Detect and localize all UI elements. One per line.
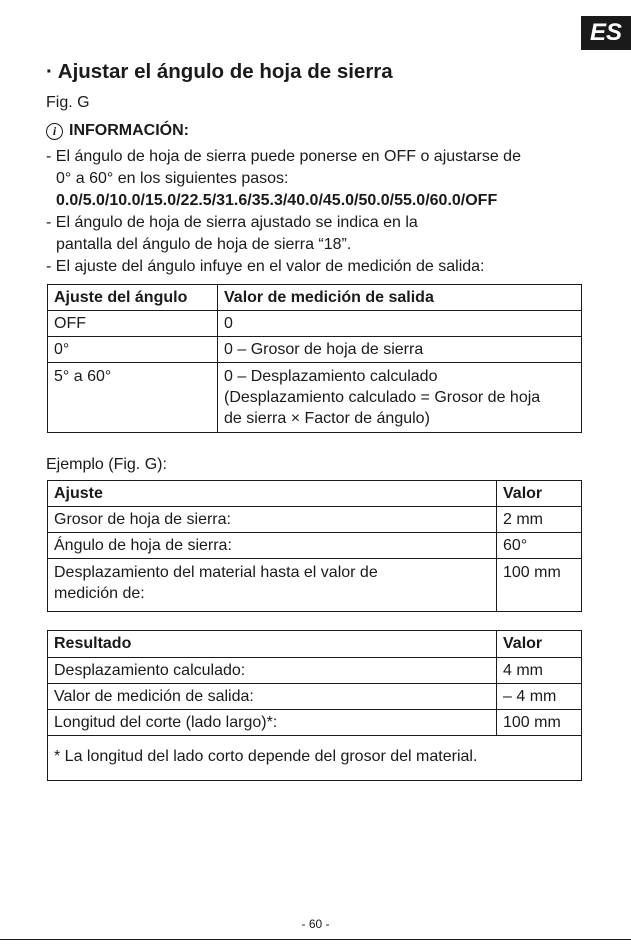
angle-steps: 0.0/5.0/10.0/15.0/22.5/31.6/35.3/40.0/45.0/50.0/55.0/60.0/OFF [56, 192, 498, 209]
table-cell: Grosor de hoja de sierra: [48, 507, 497, 533]
example-settings-table [47, 480, 582, 612]
cell-line: Desplazamiento del material hasta el valor de [54, 564, 378, 581]
table-cell [48, 559, 497, 612]
bullet-1-line-2: 0° a 60° en los siguientes pasos: [56, 170, 289, 187]
cell-line: medición de: [54, 585, 145, 602]
cell-line: 0 – Desplazamiento calculado [224, 368, 438, 385]
table-cell: 100 mm [497, 559, 582, 612]
table-cell: Valor de medición de salida: [48, 684, 497, 710]
bullet-3-line-1: - El ajuste del ángulo infuye en el valor de medición de salida: [46, 258, 485, 275]
table-cell: 0° [48, 337, 218, 363]
example-label: Ejemplo (Fig. G): [46, 456, 167, 473]
table-cell: Ángulo de hoja de sierra: [48, 533, 497, 559]
bullet-2-line-2: pantalla del ángulo de hoja de sierra “18”. [56, 236, 352, 253]
info-title: INFORMACIÓN: [69, 122, 189, 139]
table-cell: 4 mm [497, 658, 582, 684]
language-badge: ES [581, 16, 631, 50]
info-heading [46, 122, 189, 140]
table-cell: 0 [218, 311, 582, 337]
info-icon: i [46, 123, 63, 140]
table-cell: 5° a 60° [48, 363, 218, 433]
figure-reference: Fig. G [46, 94, 90, 111]
table-cell: Desplazamiento calculado: [48, 658, 497, 684]
table-cell: – 4 mm [497, 684, 582, 710]
table-header: Resultado [48, 631, 497, 658]
table-cell: 0 – Grosor de hoja de sierra [218, 337, 582, 363]
angle-settings-table [47, 284, 582, 433]
table-cell: 60° [497, 533, 582, 559]
table-cell: 100 mm [497, 710, 582, 736]
table-header: Valor de medición de salida [218, 285, 582, 311]
section-heading: · Ajustar el ángulo de hoja de sierra [46, 60, 393, 83]
cell-line: (Desplazamiento calculado = Grosor de hoja [224, 389, 541, 406]
table-footnote: * La longitud del lado corto depende del grosor del material. [48, 736, 582, 781]
bullet-1-line-1: - El ángulo de hoja de sierra puede ponerse en OFF o ajustarse de [46, 148, 521, 165]
cell-line: de sierra × Factor de ángulo) [224, 410, 430, 427]
table-cell: 2 mm [497, 507, 582, 533]
bottom-rule [0, 939, 631, 940]
table-header: Valor [497, 481, 582, 507]
table-header: Valor [497, 631, 582, 658]
result-table [47, 630, 582, 781]
bullet-2-line-1: - El ángulo de hoja de sierra ajustado se indica en la [46, 214, 418, 231]
table-cell: Longitud del corte (lado largo)*: [48, 710, 497, 736]
page-number: - 60 - [301, 917, 330, 931]
table-cell: OFF [48, 311, 218, 337]
table-header: Ajuste [48, 481, 497, 507]
table-cell [218, 363, 582, 433]
table-header: Ajuste del ángulo [48, 285, 218, 311]
